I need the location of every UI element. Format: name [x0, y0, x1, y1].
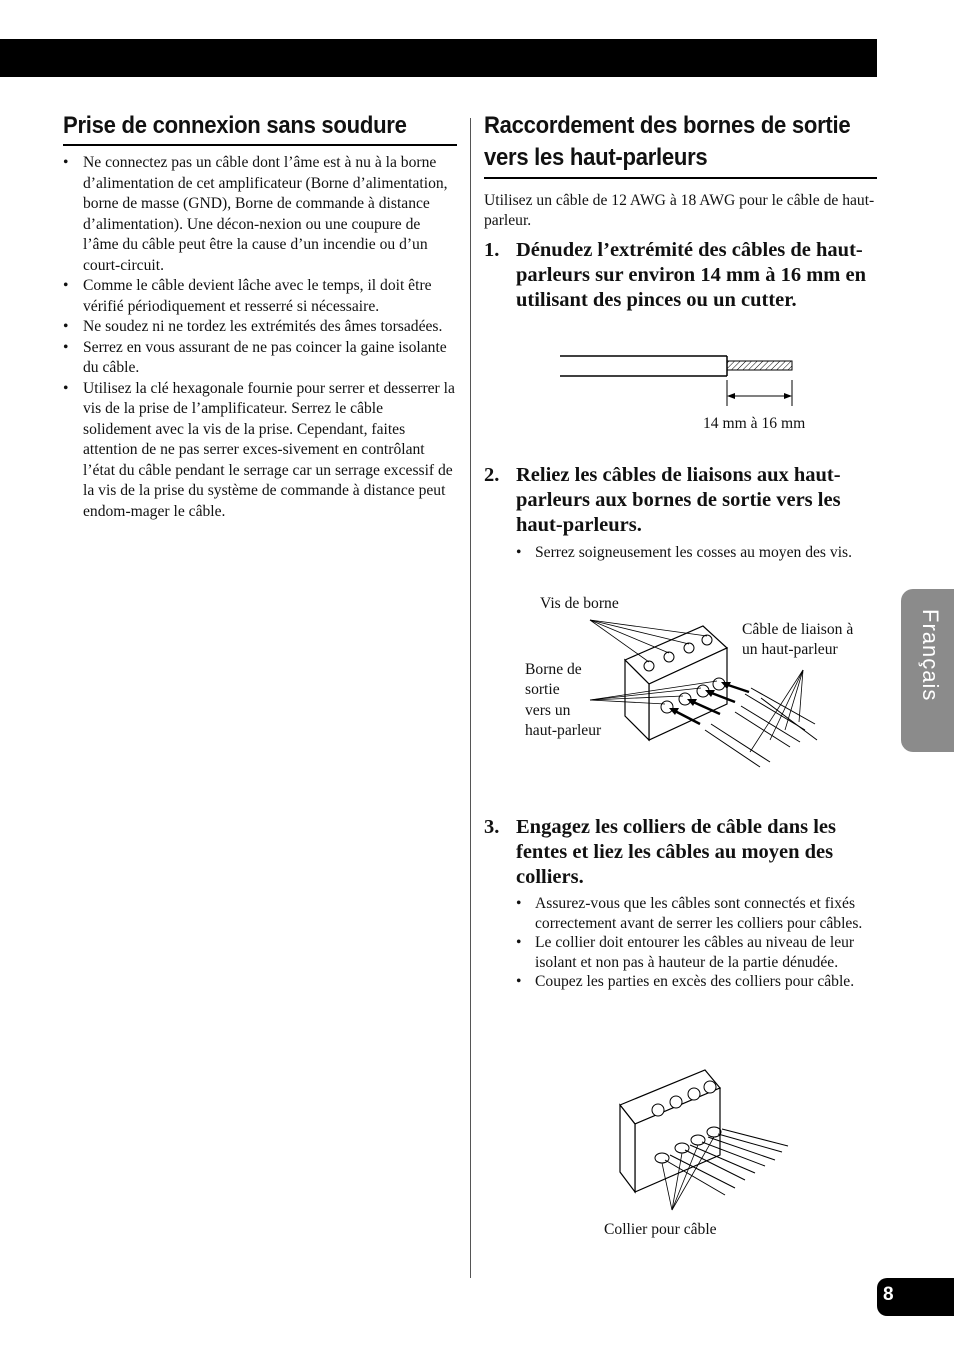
list-item: • Coupez les parties en excès des colliers pour câble.: [516, 972, 878, 992]
right-title-rule: [484, 177, 877, 179]
list-item: • Utilisez la clé hexagonale fournie pour serrer et desserrer la vis de la prise de l’amplificateur. Serrez le câble solidement avec la vis de la prise. Cependant, faites attention de ne pas serrer exces-sivement en contrôlant l’état du câble pendant le serrage car un serrage excessif de la vis de la prise du système de commande à distance peut endom-mager le câble.: [63, 379, 455, 523]
screw-label: Vis de borne: [540, 595, 619, 612]
right-section-title: Raccordement des bornes de sortie vers les haut-parleurs: [484, 112, 851, 171]
step-1: [484, 238, 878, 313]
list-item: • Le collier doit entourer les câbles au niveau de leur isolant et non pas à hauteur de la partie dénudée.: [516, 933, 878, 972]
list-item: • Serrez en vous assurant de ne pas coincer la gaine isolante du câble.: [63, 338, 455, 379]
terminal-label-line4: haut-parleur: [525, 722, 602, 739]
column-divider: [470, 118, 471, 1278]
cable-label-line2: un haut-parleur: [742, 641, 838, 658]
step-number: 3.: [484, 816, 500, 838]
cable-tie-label: Collier pour câble: [604, 1221, 717, 1238]
page-number-box: [877, 1278, 954, 1316]
list-item: • Assurez-vous que les câbles sont connectés et fixés correctement avant de serrer les colliers pour câbles.: [516, 894, 878, 933]
step-3-notes: [516, 894, 878, 992]
stripped-wire-figure: [555, 348, 805, 408]
step-2-notes: [516, 543, 878, 563]
list-item: • Comme le câble devient lâche avec le temps, il doit être vérifié périodiquement et resserré si nécessaire.: [63, 276, 455, 317]
cable-tie-figure: [610, 1060, 790, 1220]
step-number: 2.: [484, 464, 500, 486]
terminal-label-line2: sortie: [525, 681, 560, 698]
language-tab: [901, 589, 954, 752]
left-section-title: Prise de connexion sans soudure: [63, 112, 407, 139]
terminal-label-line1: Borne de: [525, 661, 582, 678]
step-text: Dénudez l’extrémité des câbles de haut-parleurs sur environ 14 mm à 16 mm en utilisant des pinces ou un cutter.: [516, 239, 867, 311]
list-item: • Ne soudez ni ne tordez les extrémités des âmes torsadées.: [63, 317, 455, 338]
left-title-rule: [63, 144, 457, 146]
list-item: • Serrez soigneusement les cosses au moyen des vis.: [516, 543, 878, 563]
terminal-label-line3: vers un: [525, 702, 571, 719]
cable-label-line1: Câble de liaison à: [742, 621, 854, 638]
language-tab-label: Français: [918, 609, 943, 702]
intro-text: Utilisez un câble de 12 AWG à 18 AWG pour le câble de haut-parleur.: [484, 192, 875, 229]
page-number: 8: [883, 1284, 894, 1305]
step-3: [484, 815, 878, 890]
step-text: Reliez les câbles de liaisons aux haut-parleurs aux bornes de sortie vers les haut-parleurs.: [516, 464, 841, 536]
step-2: [484, 463, 878, 538]
left-bullet-list: [63, 153, 455, 522]
step-number: 1.: [484, 239, 500, 261]
header-bar: [0, 39, 877, 77]
strip-length-label: 14 mm à 16 mm: [703, 415, 806, 432]
terminal-block-figure: [585, 612, 825, 777]
step-text: Engagez les colliers de câble dans les fentes et liez les câbles au moyen des colliers.: [516, 816, 837, 888]
list-item: • Ne connectez pas un câble dont l’âme est à nu à la borne d’alimentation de cet amplificateur (Borne d’alimentation, borne de masse (GND), Borne de commande à distance d’alimentation). Une décon-nexion ou une coupure de l’âme du câble peut être la cause d’un incendie ou d’un court-circuit.: [63, 153, 455, 276]
